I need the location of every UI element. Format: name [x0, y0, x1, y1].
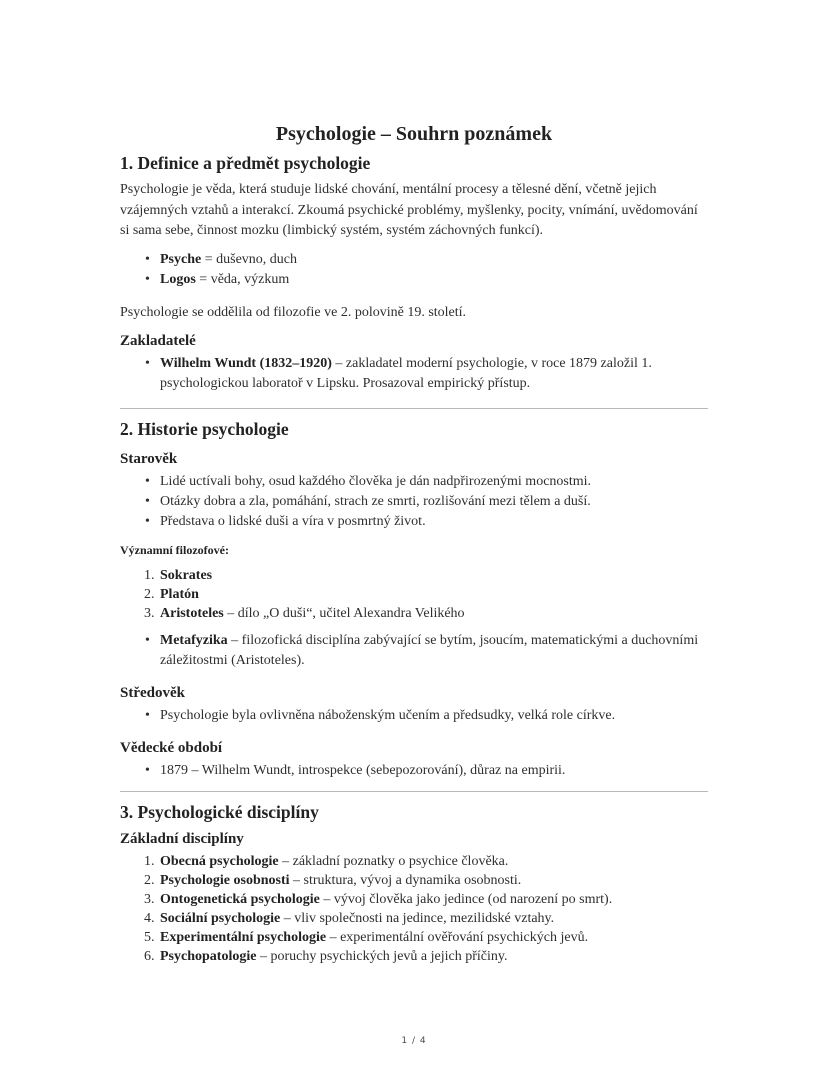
list-item — [160, 761, 708, 781]
page-title: Psychologie – Souhrn poznámek — [275, 123, 553, 145]
discipline-name: Sociální psychologie — [160, 911, 281, 926]
term-definition: = duševno, duch — [201, 251, 297, 267]
list-number: 2. — [144, 873, 155, 888]
discipline-name: Experimentální psychologie — [160, 930, 327, 945]
list-item — [160, 631, 708, 671]
bullet-icon — [145, 472, 150, 492]
discipline-description: – vliv společnosti na jedince, mezilidské vztahy. — [280, 911, 555, 926]
concept-name: Metafyzika — [160, 633, 228, 648]
discipline-description: – základní poznatky o psychice člověka. — [278, 854, 509, 869]
middle-ages-list — [120, 706, 708, 726]
discipline-description: – poruchy psychických jevů a jejich příčiny. — [256, 949, 508, 964]
list-item — [144, 909, 708, 928]
list-item — [144, 566, 708, 585]
philosopher-name: Platón — [160, 587, 199, 602]
bullet-icon — [145, 270, 150, 290]
etymology-term-list — [120, 250, 708, 290]
philosopher-name: Aristoteles — [160, 606, 224, 621]
list-item — [160, 512, 708, 532]
founder-name: Wilhelm Wundt (1832–1920) — [160, 356, 332, 371]
disciplines-list — [120, 852, 708, 966]
philosopher-name: Sokrates — [160, 568, 213, 583]
list-item — [144, 604, 708, 623]
bullet-icon — [145, 512, 150, 532]
list-item-text: Představa o lidské duši a víra v posmrtný život. — [160, 514, 426, 529]
discipline-description: – experimentální ověřování psychických jevů. — [326, 930, 589, 945]
list-number: 3. — [144, 892, 155, 907]
discipline-name: Psychopatologie — [160, 949, 257, 964]
philosophers-list — [120, 566, 708, 623]
philosophers-heading: Významní filozofové: — [120, 543, 229, 557]
antiquity-heading: Starověk — [120, 451, 178, 467]
term-label: Psyche — [160, 251, 202, 267]
scientific-era-heading: Vědecké období — [120, 740, 223, 756]
bullet-icon — [145, 250, 150, 270]
list-item — [160, 354, 708, 394]
section-1-intro-paragraph: Psychologie je věda, která studuje lidské chování, mentální procesy a tělesné dění, včetně jejich vzájemných vztahů a interakcí. Zkoumá psychické problémy, myšlenky, pocity, vnímání, uvědomování si sama sebe, činnost mozku (limbický systém, systém záchovných funkcí). — [120, 182, 698, 238]
term-label: Logos — [160, 271, 196, 287]
list-number: 5. — [144, 930, 155, 945]
bullet-icon — [145, 492, 150, 512]
section-2-heading: 2. Historie psychologie — [120, 419, 289, 439]
section-3-heading: 3. Psychologické disciplíny — [120, 802, 319, 822]
list-item — [144, 852, 708, 871]
antiquity-list — [120, 472, 708, 532]
section-1-heading: 1. Definice a předmět psychologie — [120, 153, 371, 173]
list-item-text: Psychologie byla ovlivněna náboženským učením a předsudky, velká role církve. — [160, 708, 616, 723]
metaphysics-list — [120, 631, 708, 671]
discipline-name: Ontogenetická psychologie — [160, 892, 320, 907]
founder-description: – zakladatel moderní psychologie, v roce 1879 založil 1. psychologickou laboratoř v Lipsku. Prosazoval empirický přístup. — [160, 356, 652, 391]
list-item-text: Otázky dobra a zla, pomáhání, strach ze smrti, rozlišování mezi tělem a duší. — [160, 494, 591, 509]
founders-heading: Zakladatelé — [120, 333, 196, 349]
bullet-icon — [145, 631, 150, 651]
discipline-description: – vývoj člověka jako jedince (od narození po smrt). — [319, 892, 613, 907]
founders-list — [120, 354, 708, 394]
list-number: 2. — [144, 587, 155, 602]
basic-disciplines-heading: Základní disciplíny — [120, 831, 244, 847]
list-item — [160, 472, 708, 492]
bullet-icon — [145, 706, 150, 726]
list-item-text: Lidé uctívali bohy, osud každého člověka je dán nadpřirozenými mocnostmi. — [160, 474, 592, 489]
list-item — [144, 585, 708, 604]
list-number: 1. — [144, 568, 155, 583]
discipline-name: Obecná psychologie — [160, 854, 279, 869]
discipline-description: – struktura, vývoj a dynamika osobnosti. — [289, 873, 522, 888]
discipline-name: Psychologie osobnosti — [160, 873, 290, 888]
list-item — [144, 947, 708, 966]
list-number: 6. — [144, 949, 155, 964]
list-number: 3. — [144, 606, 155, 621]
list-item — [160, 250, 708, 270]
list-item — [144, 871, 708, 890]
list-number: 4. — [144, 911, 155, 926]
list-item — [160, 706, 708, 726]
list-item — [160, 270, 708, 290]
section-divider — [120, 791, 708, 792]
list-number: 1. — [144, 854, 155, 869]
list-item-text: 1879 – Wilhelm Wundt, introspekce (sebepozorování), důraz na empirii. — [160, 763, 566, 778]
list-item — [144, 928, 708, 947]
concept-description: – filozofická disciplína zabývající se bytím, jsoucím, matematickými a duchovními záležitostmi (Aristoteles). — [160, 633, 699, 668]
scientific-era-list — [120, 761, 708, 781]
term-definition: = věda, výzkum — [195, 271, 290, 287]
page-number: 1 / 4 — [401, 1036, 427, 1046]
bullet-icon — [145, 761, 150, 781]
bullet-icon — [145, 354, 150, 374]
middle-ages-heading: Středověk — [120, 685, 185, 701]
list-item — [144, 890, 708, 909]
philosopher-description: – dílo „O duši“, učitel Alexandra Velikého — [223, 606, 465, 621]
list-item — [160, 492, 708, 512]
history-note-paragraph: Psychologie se oddělila od filozofie ve 2. polovině 19. století. — [120, 304, 467, 320]
section-divider — [120, 408, 708, 409]
